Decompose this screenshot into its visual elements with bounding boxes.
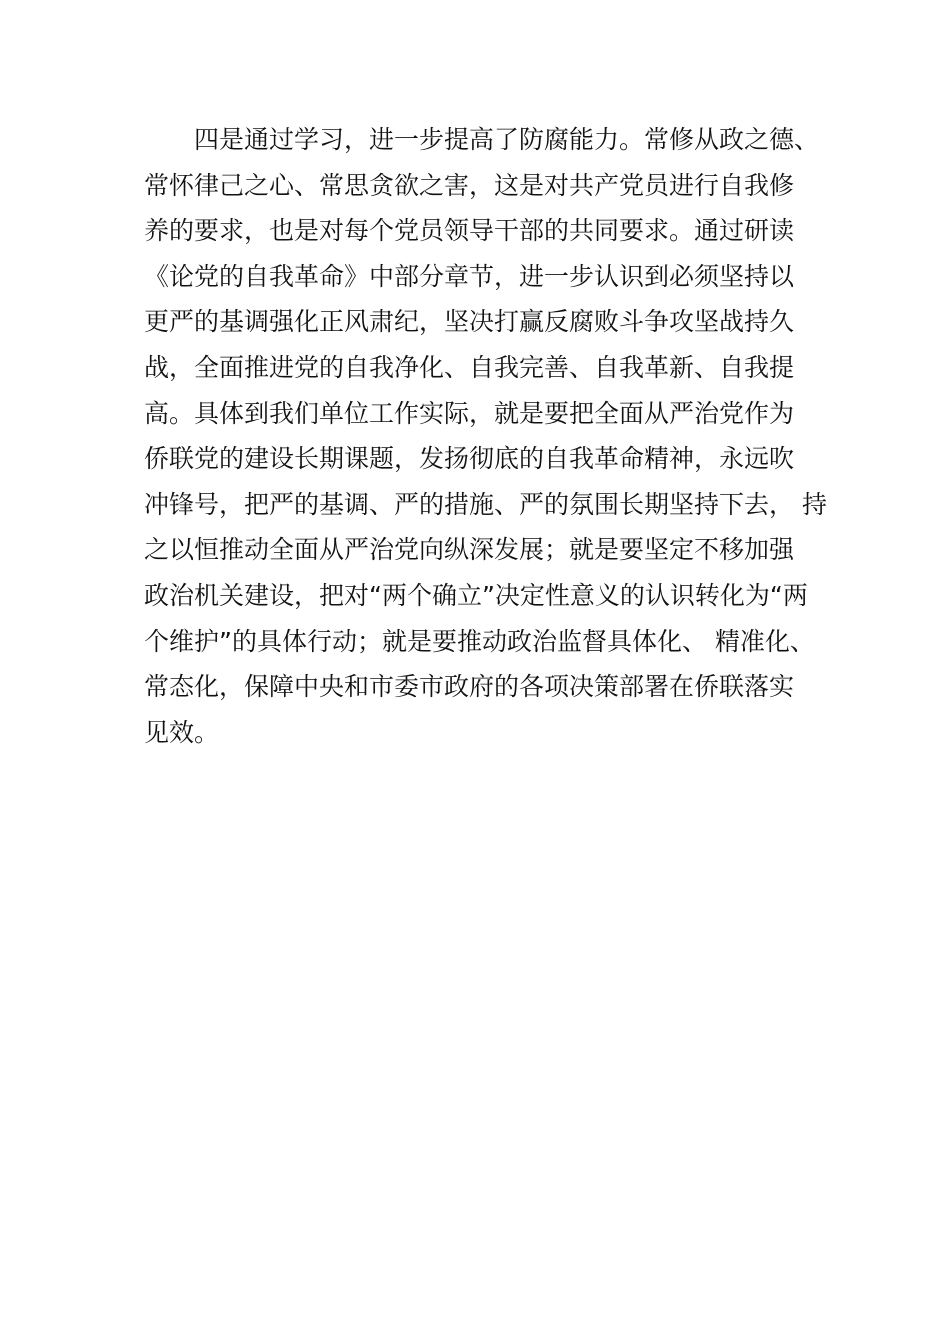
paragraph-line: 养的要求，也是对每个党员领导干部的共同要求。通过研读 xyxy=(144,216,795,246)
paragraph-line: 见效。 xyxy=(144,717,220,747)
paragraph-line: 侨联党的建设长期课题，发扬彻底的自我革命精神，永远吹 xyxy=(144,444,795,474)
paragraph-line: 政治机关建设，把对“两个确立”决定性意义的认识转化为“两 xyxy=(144,580,808,610)
paragraph-line: 更严的基调强化正风肃纪，坚决打赢反腐败斗争攻坚战持久 xyxy=(144,307,795,337)
paragraph-line: 《论党的自我革命》中部分章节，进一步认识到必须坚持以 xyxy=(144,261,795,291)
paragraph-line: 冲锋号，把严的基调、严的措施、严的氛围长期坚持下去， 持 xyxy=(144,489,827,519)
paragraph-line: 战，全面推进党的自我净化、自我完善、自我革新、自我提 xyxy=(144,352,795,382)
body-paragraph xyxy=(144,117,827,755)
paragraph-line: 四是通过学习，进一步提高了防腐能力。常修从政之德、 xyxy=(194,125,820,154)
paragraph-line: 常态化，保障中央和市委市政府的各项决策部署在侨联落实 xyxy=(144,672,795,702)
paragraph-line: 个维护”的具体行动；就是要推动政治监督具体化、 精准化、 xyxy=(144,626,815,656)
paragraph-line: 常怀律己之心、常思贪欲之害，这是对共产党员进行自我修 xyxy=(144,170,795,200)
paragraph-line: 高。具体到我们单位工作实际，就是要把全面从严治党作为 xyxy=(144,398,795,428)
paragraph-line: 之以恒推动全面从严治党向纵深发展；就是要坚定不移加强 xyxy=(144,535,795,565)
